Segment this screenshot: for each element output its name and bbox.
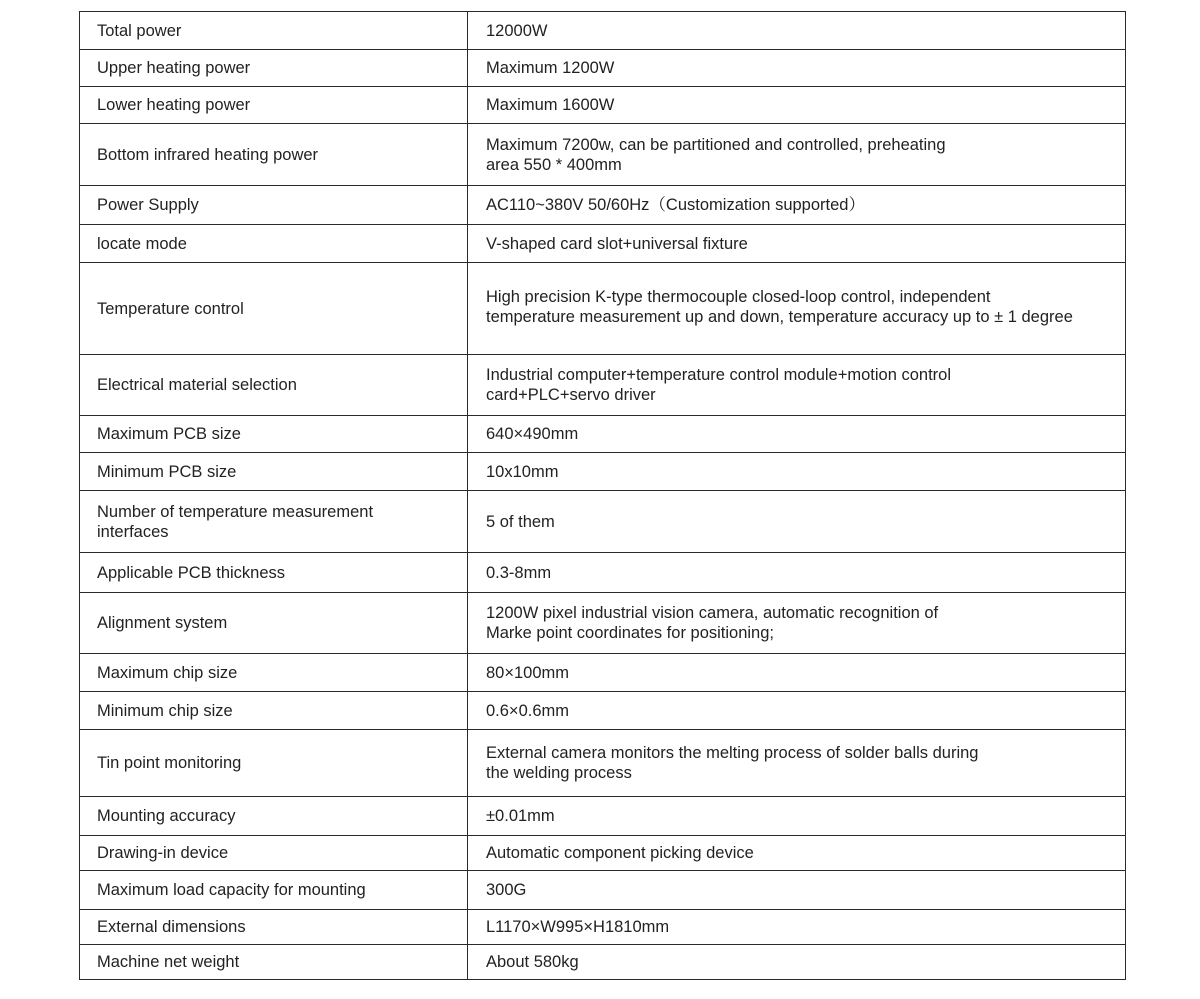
table-row [80, 797, 1126, 836]
table-row [80, 225, 1126, 263]
spec-value: 5 of them [468, 491, 1126, 553]
spec-label: Bottom infrared heating power [80, 124, 468, 186]
table-row [80, 263, 1126, 355]
spec-value: ±0.01mm [468, 797, 1126, 836]
spec-value: 0.3-8mm [468, 553, 1126, 593]
spec-label: Lower heating power [80, 87, 468, 124]
spec-value: High precision K-type thermocouple closed-loop control, independent temperature measurement up and down, temperature accuracy up to ± 1 degree [468, 263, 1126, 355]
table-row [80, 871, 1126, 910]
table-row [80, 124, 1126, 186]
table-row [80, 12, 1126, 50]
spec-value: Maximum 1200W [468, 50, 1126, 87]
table-row [80, 50, 1126, 87]
table-row [80, 453, 1126, 491]
table-row [80, 910, 1126, 945]
spec-value: Maximum 7200w, can be partitioned and controlled, preheating area 550 * 400mm [468, 124, 1126, 186]
table-row [80, 945, 1126, 980]
table-row [80, 355, 1126, 416]
spec-label: Minimum chip size [80, 692, 468, 730]
table-row [80, 654, 1126, 692]
spec-label: Maximum PCB size [80, 416, 468, 453]
spec-label: Total power [80, 12, 468, 50]
spec-label: Minimum PCB size [80, 453, 468, 491]
spec-value: 12000W [468, 12, 1126, 50]
table-row [80, 836, 1126, 871]
spec-label: Power Supply [80, 186, 468, 225]
spec-value: Automatic component picking device [468, 836, 1126, 871]
table-row [80, 593, 1126, 654]
table-row [80, 730, 1126, 797]
spec-label: Applicable PCB thickness [80, 553, 468, 593]
table-row [80, 416, 1126, 453]
table-row [80, 692, 1126, 730]
spec-value: About 580kg [468, 945, 1126, 980]
spec-label: Tin point monitoring [80, 730, 468, 797]
spec-label: Maximum load capacity for mounting [80, 871, 468, 910]
table-row [80, 553, 1126, 593]
table-row [80, 491, 1126, 553]
spec-value: 10x10mm [468, 453, 1126, 491]
spec-label: Drawing-in device [80, 836, 468, 871]
spec-value: Maximum 1600W [468, 87, 1126, 124]
spec-value: External camera monitors the melting process of solder balls during the welding process [468, 730, 1126, 797]
spec-value: 80×100mm [468, 654, 1126, 692]
spec-value: AC110~380V 50/60Hz（Customization supported） [468, 186, 1126, 225]
table-row [80, 87, 1126, 124]
spec-value: 0.6×0.6mm [468, 692, 1126, 730]
spec-label: Upper heating power [80, 50, 468, 87]
spec-label: Machine net weight [80, 945, 468, 980]
spec-label: Number of temperature measurement interfaces [80, 491, 468, 553]
spec-value: V-shaped card slot+universal fixture [468, 225, 1126, 263]
spec-label: Temperature control [80, 263, 468, 355]
spec-value: L1170×W995×H1810mm [468, 910, 1126, 945]
table-row [80, 186, 1126, 225]
spec-label: Maximum chip size [80, 654, 468, 692]
spec-label: External dimensions [80, 910, 468, 945]
spec-label: Electrical material selection [80, 355, 468, 416]
spec-label: locate mode [80, 225, 468, 263]
spec-table [79, 11, 1126, 980]
spec-value: 640×490mm [468, 416, 1126, 453]
spec-value: 1200W pixel industrial vision camera, automatic recognition of Marke point coordinates for positioning; [468, 593, 1126, 654]
spec-value: Industrial computer+temperature control module+motion control card+PLC+servo driver [468, 355, 1126, 416]
spec-value: 300G [468, 871, 1126, 910]
spec-label: Alignment system [80, 593, 468, 654]
spec-label: Mounting accuracy [80, 797, 468, 836]
